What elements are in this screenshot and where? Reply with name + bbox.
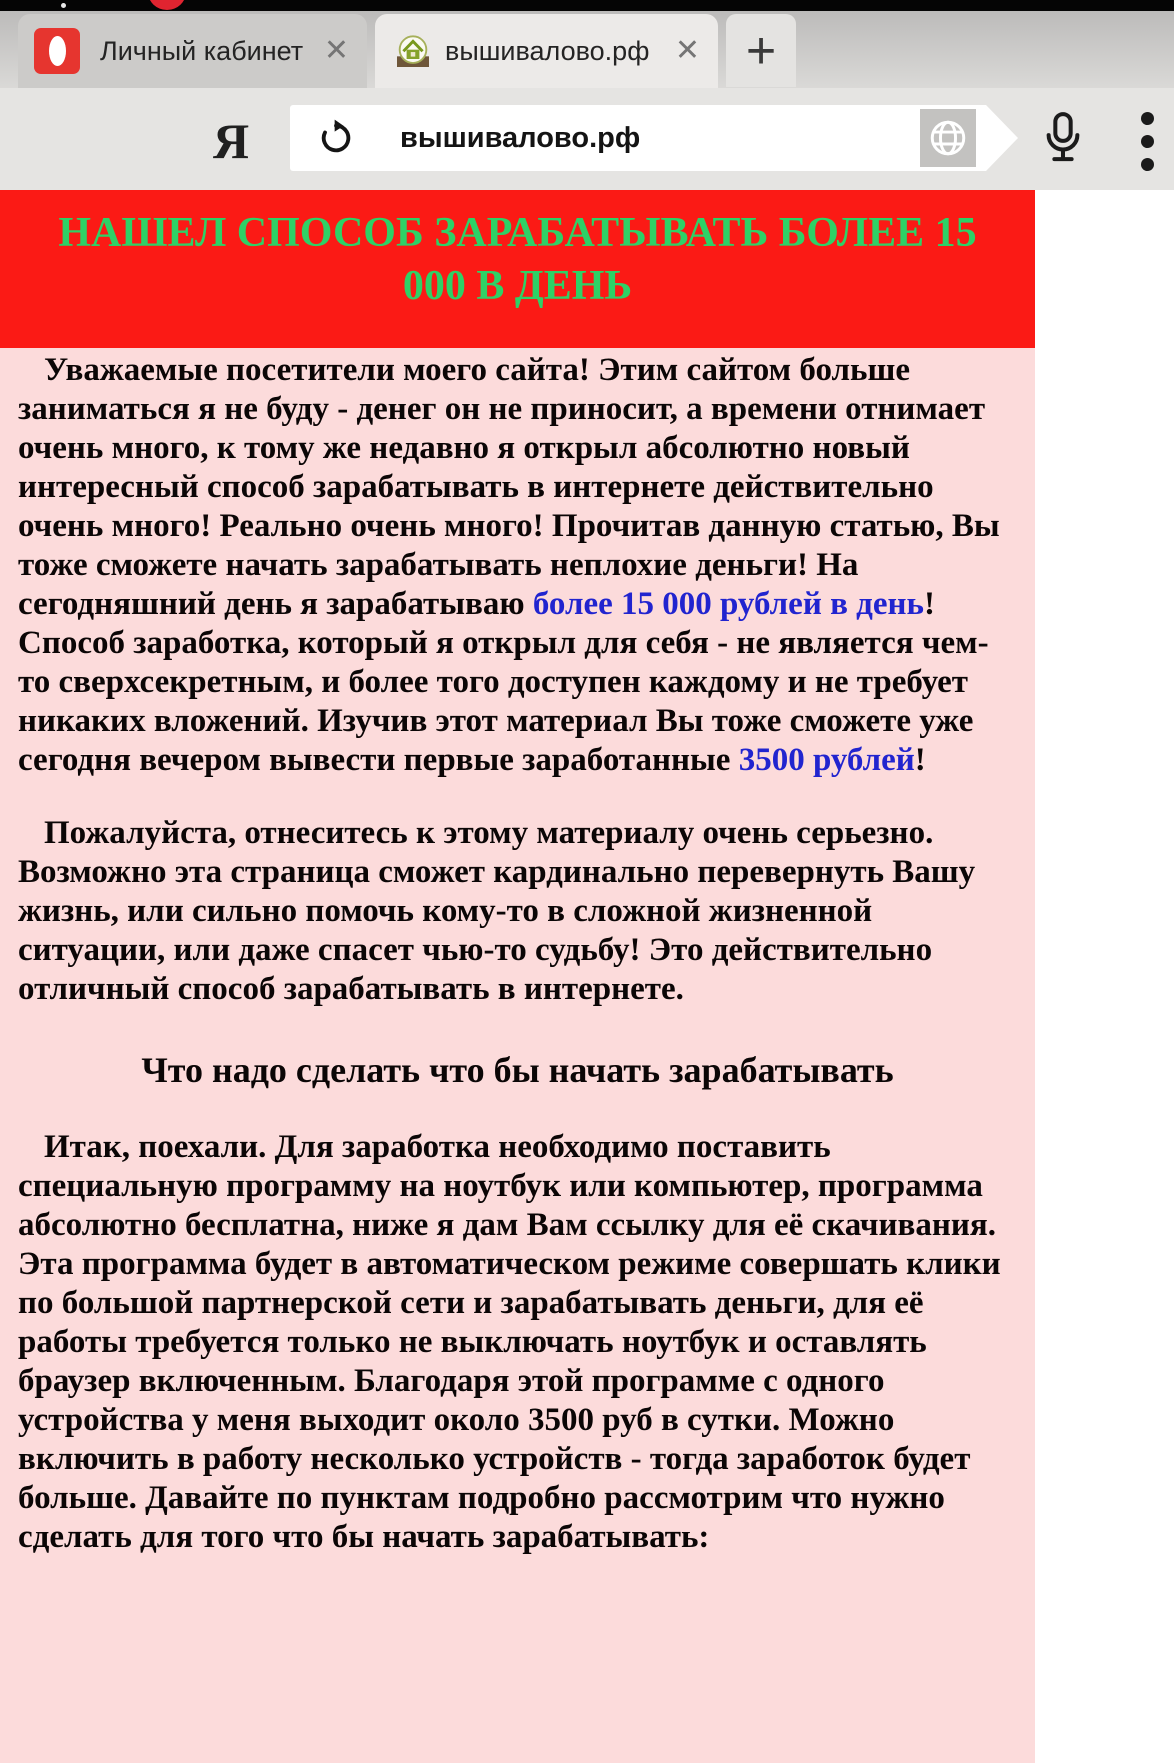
yandex-browser-icon[interactable]: Я xyxy=(213,113,250,169)
url-text[interactable]: вышивалово.рф xyxy=(400,121,641,154)
p1-text-c: ! xyxy=(914,742,926,778)
p1-text-b: ! Способ заработка, который я открыл для себя - не является чем-то сверхсекретным, и более того доступен каждому и не требует никаких вложений. Изучив этот материал Вы тоже сможете уже сегодня вечером вывести первые заработанные xyxy=(18,586,989,778)
paragraph-intro xyxy=(18,351,1017,780)
tab-title: Личный кабинет xyxy=(100,35,304,66)
address-toolbar xyxy=(0,88,1174,190)
section-heading: Что надо сделать что бы начать зарабатывать xyxy=(141,1050,894,1090)
opera-logo-icon xyxy=(34,28,80,74)
page-banner xyxy=(0,190,1035,348)
new-tab-button[interactable]: + xyxy=(726,14,796,87)
tab-vyshivalovo-active[interactable] xyxy=(375,14,718,88)
paragraph-instructions: Итак, поехали. Для заработка необходимо поставить специальную программу на ноутбук или компьютер, программа абсолютно бесплатна, ниже я дам Вам ссылку для её скачивания. Эта программа будет в автоматическом режиме совершать клики по большой партнерской сети и зарабатывать деньги, для её работы требуется только не выключать ноутбук и оставлять браузер включенным. Благодаря этой программе с одного устройства у меня выходит около 3500 руб в сутки. Можно включить в работу несколько устройств - тогда заработок будет больше. Давайте по пунктам подробно рассмотрим что нужно сделать для того что бы начать зарабатывать: xyxy=(18,1129,1001,1555)
opera-oval-shape xyxy=(49,36,66,66)
close-tab-icon[interactable]: ✕ xyxy=(323,34,349,67)
status-notification-fragment xyxy=(148,0,186,10)
tab-lichnyi-kabinet[interactable] xyxy=(18,14,367,88)
microphone-icon[interactable] xyxy=(1040,110,1086,168)
status-dot xyxy=(61,3,66,8)
close-tab-icon[interactable]: ✕ xyxy=(674,34,700,67)
status-bar xyxy=(0,0,1174,11)
first-payout-link[interactable]: 3500 рублей xyxy=(738,742,915,778)
globe-icon[interactable] xyxy=(920,109,976,167)
webpage-content xyxy=(0,190,1035,1763)
site-favicon-icon xyxy=(397,35,429,67)
earnings-per-day-link[interactable]: более 15 000 рублей в день xyxy=(532,586,924,622)
article-body xyxy=(0,351,1035,1557)
tab-title: вышивалово.рф xyxy=(445,35,650,66)
p1-text-a: Уважаемые посетители моего сайта! Этим сайтом больше заниматься я не буду - денег он не приносит, а времени отнимает очень много, к тому же недавно я открыл абсолютно новый интересный способ зарабатывать в интернете действительно очень много! Реально очень много! Прочитав данную статью, Вы тоже сможете начать зарабатывать неплохие деньги! На сегодняшний день я зарабатываю xyxy=(18,352,1000,622)
paragraph-serious: Пожалуйста, отнеситесь к этому материалу очень серьезно. Возможно эта страница сможет кардинально перевернуть Вашу жизнь, или сильно помочь кому-то в сложной жизненной ситуации, или даже спасет чью-то судьбу! Это действительно отличный способ зарабатывать в интернете. xyxy=(18,815,976,1007)
refresh-icon[interactable] xyxy=(316,118,356,158)
tab-bar xyxy=(0,11,1174,88)
menu-icon[interactable] xyxy=(1140,112,1154,171)
address-bar[interactable] xyxy=(290,105,986,171)
banner-title-line2: 000 В ДЕНЬ xyxy=(402,263,633,309)
banner-title-line1: НАШЕЛ СПОСОБ ЗАРАБАТЫВАТЬ БОЛЕЕ 15 xyxy=(58,210,977,256)
